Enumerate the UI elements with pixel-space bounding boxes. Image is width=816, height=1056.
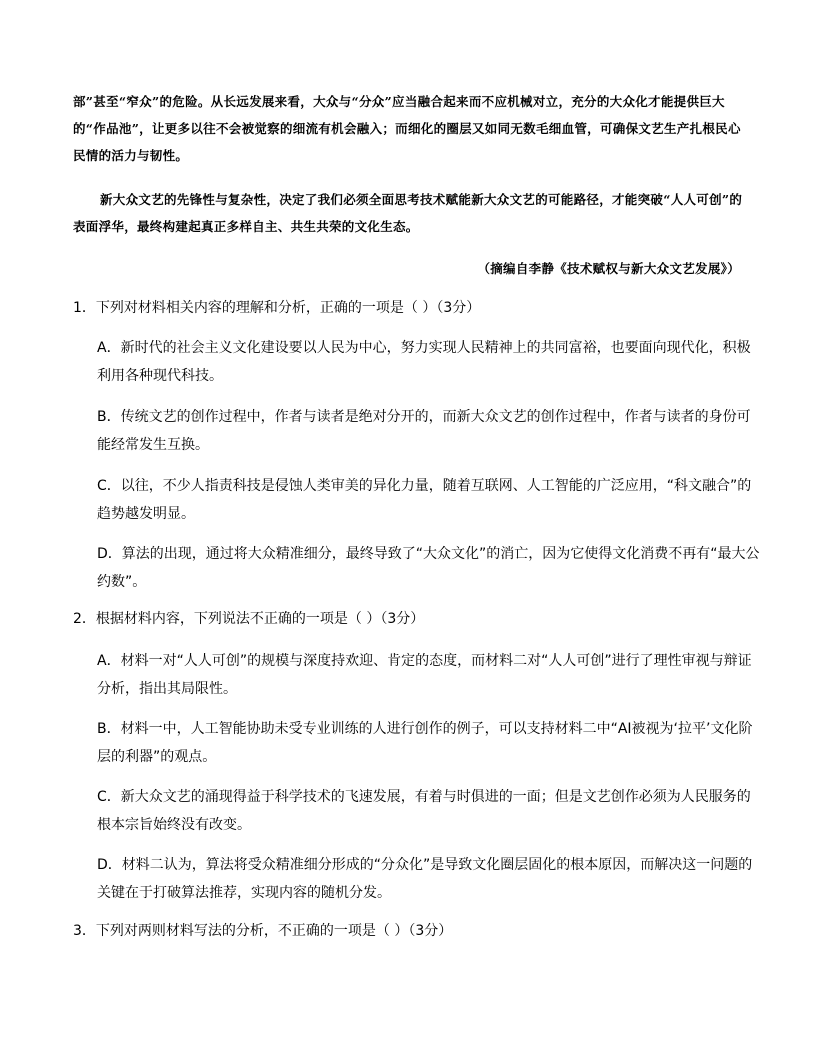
question-3-stem: 3．下列对两则材料写法的分析，不正确的一项是（ ）（3分） xyxy=(73,923,453,939)
question-1-option-a: A．新时代的社会主义文化建设要以人民为中心，努力实现人民精神上的共同富裕，也要面向现代化，积极利用各种现代科技。 xyxy=(97,340,751,384)
question-2-stem: 2．根据材料内容，下列说法不正确的一项是（ ）（3分） xyxy=(73,611,425,627)
question-1-option-c: C．以往，不少人指责科技是侵蚀人类审美的异化力量，随着互联网、人工智能的广泛应用，“科文融合”的趋势越发明显。 xyxy=(97,478,752,522)
passage-source: （摘编自李静《技术赋权与新大众文艺发展》） xyxy=(477,261,740,276)
question-2-option-d: D．材料二认为，算法将受众精准细分形成的“分众化”是导致文化圈层固化的根本原因，而解决这一问题的关键在于打破算法推荐，实现内容的随机分发。 xyxy=(97,857,753,901)
question-1-option-b: B．传统文艺的创作过程中，作者与读者是绝对分开的，而新大众文艺的创作过程中，作者与读者的身份可能经常发生互换。 xyxy=(97,409,751,453)
question-2-option-a: A．材料一对“人人可创”的规模与深度持欢迎、肯定的态度，而材料二对“人人可创”进行了理性审视与辩证分析，指出其局限性。 xyxy=(97,653,752,697)
question-1-stem: 1．下列对材料相关内容的理解和分析，正确的一项是（ ）（3分） xyxy=(73,300,481,316)
passage-paragraph: 部”甚至“窄众”的危险。从长远发展来看，大众与“分众”应当融合起来而不应机械对立，充分的大众化才能提供巨大的“作品池”，让更多以往不会被觉察的细流有机会融入；而细化的圈层又如同无数毛细血管，可确保文艺生产扎根民心民情的活力与韧性。 xyxy=(73,94,741,163)
question-2-option-c: C．新大众文艺的涌现得益于科学技术的飞速发展，有着与时俱进的一面；但是文艺创作必须为人民服务的根本宗旨始终没有改变。 xyxy=(97,789,751,833)
passage-paragraph: 新大众文艺的先锋性与复杂性，决定了我们必须全面思考技术赋能新大众文艺的可能路径，才能突破“人人可创”的表面浮华，最终构建起真正多样自主、共生共荣的文化生态。 xyxy=(73,192,743,234)
question-1-option-d: D．算法的出现，通过将大众精准细分，最终导致了“大众文化”的消亡，因为它使得文化消费不再有“最大公约数”。 xyxy=(97,546,760,590)
question-2-option-b: B．材料一中，人工智能协助未受专业训练的人进行创作的例子，可以支持材料二中“AI被视为‘拉平’文化阶层的利器”的观点。 xyxy=(97,721,753,765)
